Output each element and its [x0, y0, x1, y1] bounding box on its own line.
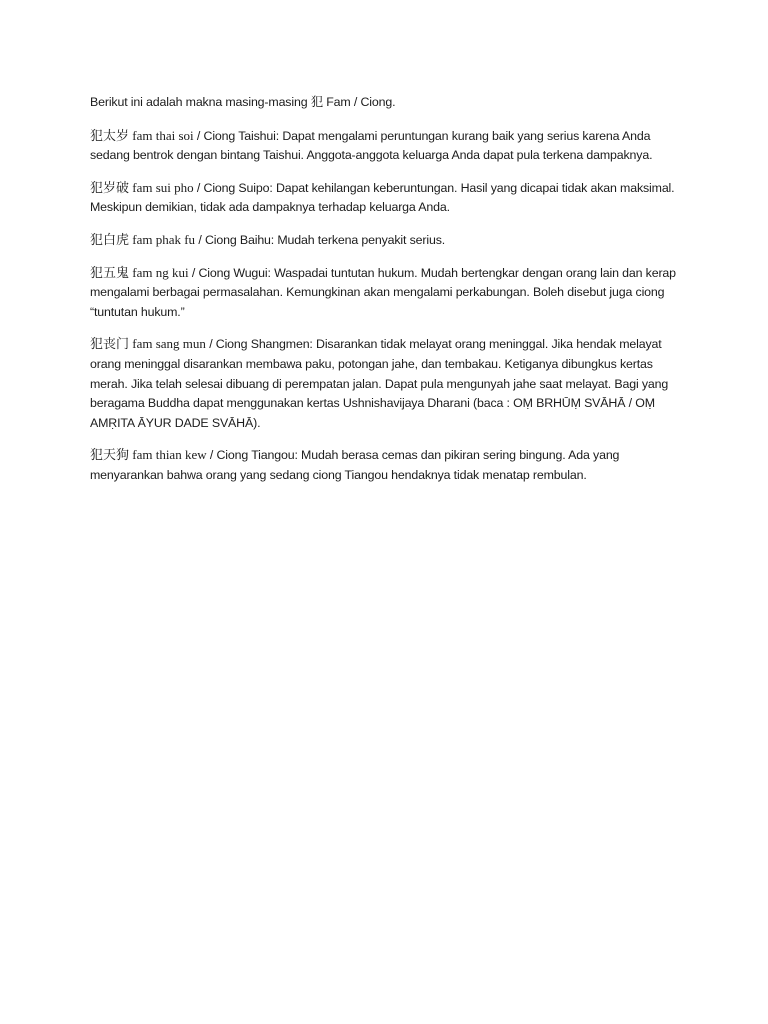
entry-suipo: [90, 178, 686, 218]
entry-baihu: [90, 230, 686, 251]
entry-text: / Ciong Baihu: Mudah terkena penyakit serius.: [195, 232, 446, 247]
entry-text: / Ciong Shangmen: Disarankan tidak melayat orang meninggal. Jika hendak melayat orang meninggal disarankan membawa paku, potongan jahe, dan tembakau. Ketiganya dibungkus kertas merah. Jika telah selesai dibuang di perempatan jalan. Dapat pula mengunyah jahe saat melayat. Bagi yang beragama Buddha dapat menggunakan kertas Ushnishavijaya Dharani (baca : OṂ BRHŪṂ SVĀHĀ / OṂ AMṚITA ĀYUR DADE SVĀHĀ).: [90, 337, 669, 430]
entry-term: 犯太岁 fam thai soi: [90, 127, 194, 143]
entry-shangmen: [90, 334, 686, 433]
entry-tiangou: [90, 445, 686, 485]
entry-text: / Ciong Wugui: Waspadai tuntutan hukum. Mudah bertengkar dengan orang lain dan kerap mengalami berbagai permasalahan. Kemungkinan akan mengalami perkabungan. Boleh disebut juga ciong “tuntutan hukum.”: [90, 265, 676, 319]
entry-text: / Ciong Tiangou: Mudah berasa cemas dan pikiran sering bingung. Ada yang menyarankan bahwa orang yang sedang ciong Tiangou hendaknya tidak menatap rembulan.: [90, 448, 620, 482]
intro-paragraph: Berikut ini adalah makna masing-masing 犯 Fam / Ciong.: [90, 95, 396, 109]
entry-term: 犯天狗 fam thian kew: [90, 447, 207, 463]
document-page: [90, 93, 686, 498]
entry-text: / Ciong Suipo: Dapat kehilangan keberuntungan. Hasil yang dicapai tidak akan maksimal. Meskipun demikian, tidak ada dampaknya terhadap keluarga Anda.: [90, 180, 675, 215]
entry-term: 犯岁破 fam sui pho: [90, 179, 194, 195]
entry-term: 犯白虎 fam phak fu: [90, 231, 196, 247]
entry-taishui: [90, 126, 686, 166]
entry-term: 犯丧门 fam sang mun: [90, 336, 206, 352]
entry-term: 犯五鬼 fam ng kui: [90, 264, 189, 280]
entry-text: / Ciong Taishui: Dapat mengalami peruntungan kurang baik yang serius karena Anda sedang bentrok dengan bintang Taishui. Anggota-anggota keluarga Anda dapat pula terkena dampaknya.: [90, 128, 653, 163]
entry-wugui: [90, 263, 686, 323]
